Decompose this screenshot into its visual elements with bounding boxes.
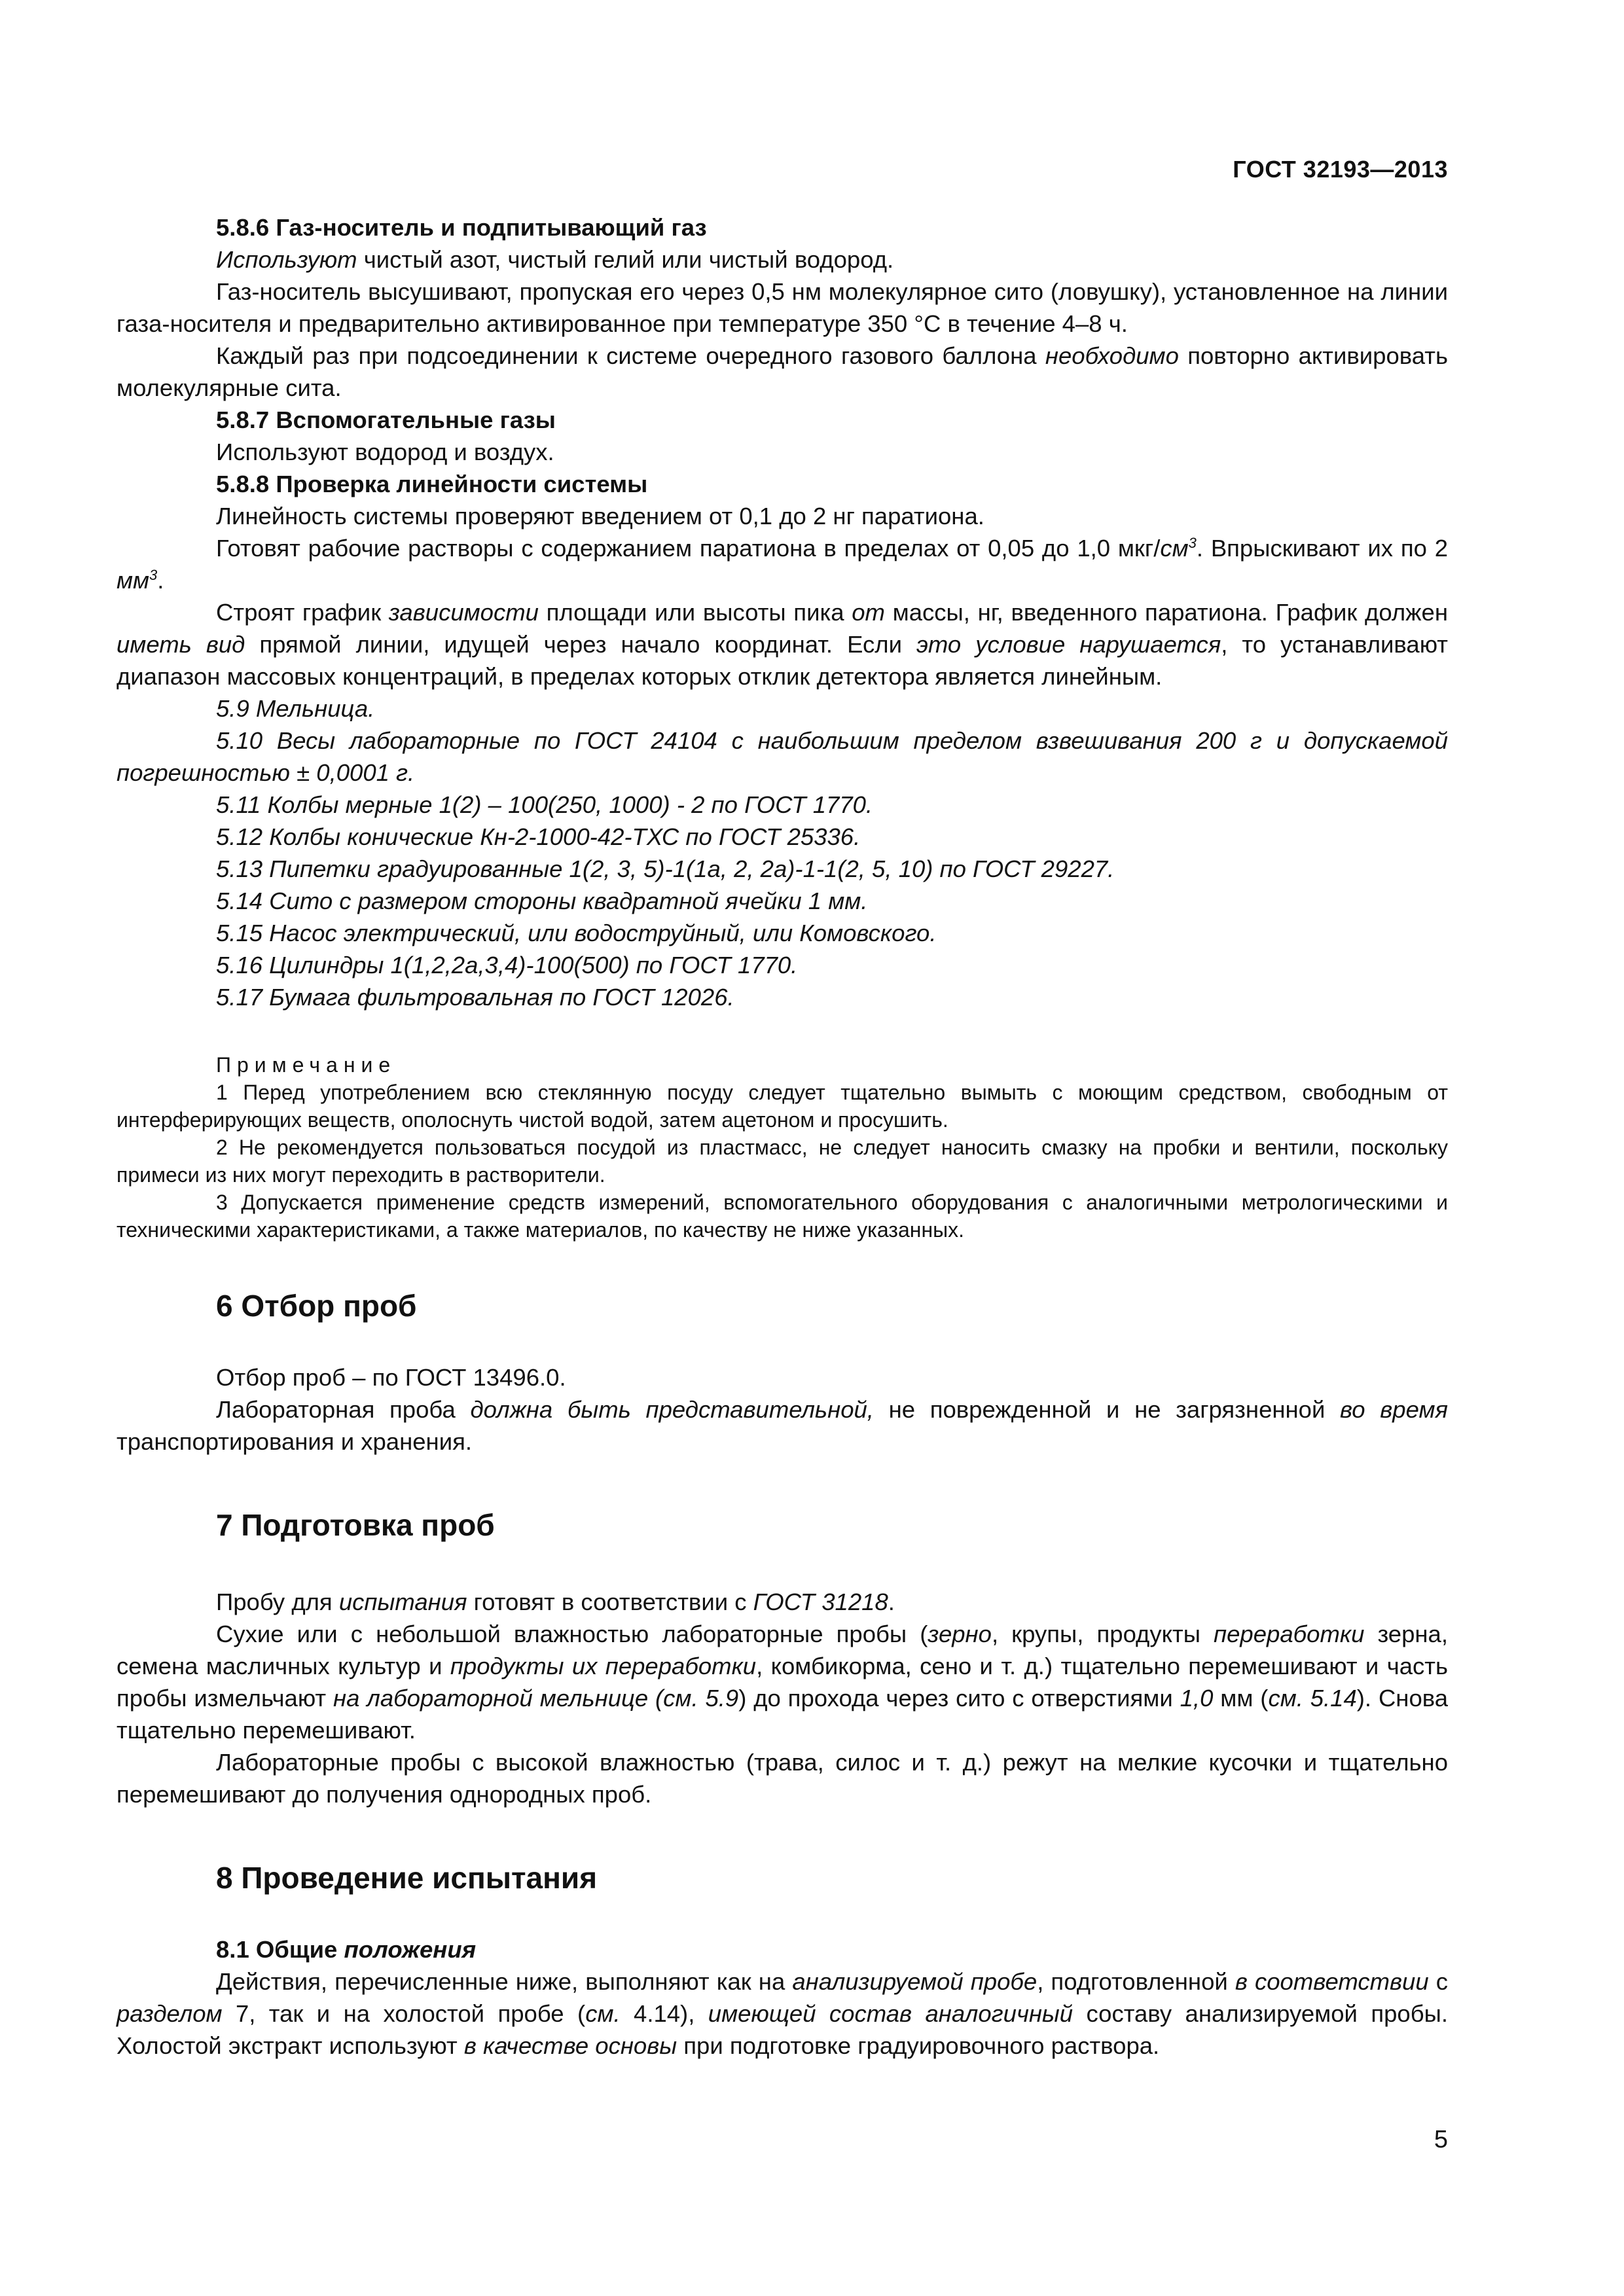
unit: см (1160, 535, 1189, 562)
heading-5-8-7: 5.8.7 Вспомогательные газы (216, 406, 556, 433)
emphasis: на лабораторной мельнице (см. 5.9 (333, 1685, 739, 1712)
text: площади или высоты пика (538, 599, 852, 626)
emphasis: в качестве основы (463, 2032, 677, 2059)
text: составу анализируемой пробы. Холостой экстракт используют (117, 2000, 1448, 2059)
emphasis: зерно (928, 1621, 992, 1647)
unit: мм (117, 567, 150, 594)
text: , крупы, продукты (991, 1621, 1214, 1647)
text: . (157, 567, 164, 594)
list-item: 5.9 Мельница. (216, 695, 375, 722)
paragraph (117, 243, 1448, 276)
text: массы, нг, введенного паратиона. График должен (884, 599, 1448, 626)
text: зерна, семена масличных культур и (117, 1621, 1448, 1679)
list-item: 5.12 Колбы конические Кн-2-1000-42-ТХС по ГОСТ 25336. (216, 823, 861, 850)
emphasis: анализируемой пробе (792, 1968, 1038, 1995)
text: , подготовленной (1037, 1968, 1235, 1995)
emphasis: от (852, 599, 885, 626)
paragraph: Газ-носитель высушивают, пропуская его через 0,5 нм молекулярное сито (ловушку), установленное на линии газа-носителя и предварительно активированное при температуре 350 °С в течение 4–8 ч. (117, 278, 1448, 337)
paragraph (117, 340, 1448, 404)
emphasis: зависимости (388, 599, 539, 626)
emphasis: разделом (117, 2000, 223, 2027)
list-item: 5.13 Пипетки градуированные 1(2, 3, 5)-1(1а, 2, 2а)-1-1(2, 5, 10) по ГОСТ 29227. (216, 855, 1115, 882)
text: прямой линии, идущей через начало координат. Если (245, 631, 916, 658)
emphasis: Используют (216, 246, 357, 273)
list-item: 5.16 Цилиндры 1(1,2,2а,3,4)-100(500) по ГОСТ 1770. (216, 952, 798, 978)
paragraph (117, 532, 1448, 596)
superscript: 3 (1188, 534, 1197, 551)
emphasis: имеющей состав аналогичный (708, 2000, 1074, 2027)
emphasis: необходимо (1045, 342, 1179, 369)
emphasis: испытания (338, 1588, 467, 1615)
note-item: 3 Допускается применение средств измерений, вспомогательного оборудования с аналогичными метрологическими и техническими характеристиками, а также материалов, по качеству не ниже указанных. (117, 1191, 1448, 1242)
text: , комбикорма, сено и т. д.) тщательно перемешивают и часть пробы измельчают (117, 1653, 1448, 1712)
text: транспортирования и хранения. (117, 1428, 473, 1455)
emphasis: во время (1340, 1396, 1448, 1423)
emphasis: 1,0 (1180, 1685, 1214, 1712)
text: Строят график (216, 599, 389, 626)
heading-8-1 (117, 1933, 1448, 1965)
text: готовят в соответствии с (467, 1588, 753, 1615)
emphasis: ГОСТ 31218 (753, 1588, 888, 1615)
text: ) до прохода через сито с отверстиями (738, 1685, 1180, 1712)
paragraph (117, 1586, 1448, 1618)
section-6-heading: 6 Отбор проб (216, 1289, 417, 1323)
list-item: 5.10 Весы лабораторные по ГОСТ 24104 с наибольшим пределом взвешивания 200 г и допускаемой погрешностью ± 0,0001 г. (117, 727, 1448, 786)
heading-5-8-6: 5.8.6 Газ-носитель и подпитывающий газ (216, 214, 707, 241)
paragraph: Отбор проб – по ГОСТ 13496.0. (216, 1364, 566, 1391)
paragraph: Лабораторные пробы с высокой влажностью (трава, силос и т. д.) режут на мелкие кусочки и тщательно перемешивают до получения однородных проб. (117, 1749, 1448, 1808)
text: ). Снова тщательно перемешивают. (117, 1685, 1449, 1744)
text: Каждый раз при подсоединении к системе очередного газового баллона (216, 342, 1045, 369)
paragraph (117, 1393, 1448, 1458)
text: Лабораторная проба (216, 1396, 471, 1423)
list-item: 5.14 Сито с размером стороны квадратной ячейки 1 мм. (216, 888, 868, 914)
standard-header: ГОСТ 32193—2013 (1233, 156, 1448, 183)
emphasis: в соответствии (1235, 1968, 1429, 1995)
text: 8.1 Общие (216, 1936, 344, 1963)
text: Действия, перечисленные ниже, выполняют как на (216, 1968, 793, 1995)
paragraph (117, 596, 1448, 692)
superscript: 3 (149, 566, 158, 583)
document-body (117, 211, 1448, 2062)
emphasis: положения (344, 1936, 477, 1963)
paragraph (117, 1618, 1448, 1746)
list-item: 5.15 Насос электрический, или водоструйный, или Комовского. (216, 920, 937, 946)
text: не поврежденной и не загрязненной (873, 1396, 1341, 1423)
section-7-heading: 7 Подготовка проб (216, 1508, 495, 1542)
paragraph (117, 1965, 1448, 2062)
text: Пробу для (216, 1588, 339, 1615)
text: . (888, 1588, 895, 1615)
text: повторно активировать молекулярные сита. (117, 342, 1448, 401)
text: чистый азот, чистый гелий или чистый водород. (357, 246, 894, 273)
list-item: 5.17 Бумага фильтровальная по ГОСТ 12026. (216, 984, 734, 1011)
emphasis: см. (585, 2000, 621, 2027)
emphasis: иметь вид (117, 631, 245, 658)
paragraph: Линейность системы проверяют введением от 0,1 до 2 нг паратиона. (216, 503, 984, 529)
note-title: Примечание (216, 1053, 397, 1077)
section-8-heading: 8 Проведение испытания (216, 1861, 598, 1895)
emphasis: см. 5.14 (1268, 1685, 1357, 1712)
text: с (1428, 1968, 1448, 1995)
paragraph: Используют водород и воздух. (216, 439, 554, 465)
emphasis: продукты их переработки (450, 1653, 757, 1679)
text: . Впрыскивают их по 2 (1196, 535, 1448, 562)
emphasis: переработки (1214, 1621, 1365, 1647)
emphasis: это условие нарушается (916, 631, 1221, 658)
emphasis: должна быть представительной, (470, 1396, 874, 1423)
text: 4.14), (620, 2000, 708, 2027)
page-number: 5 (1434, 2126, 1448, 2153)
note-item: 2 Не рекомендуется пользоваться посудой из пластмасс, не следует наносить смазку на пробки и вентили, поскольку примеси из них могут переходить в растворители. (117, 1136, 1448, 1187)
text: , то устанавливают диапазон массовых концентраций, в пределах которых отклик детектора является линейным. (117, 631, 1448, 690)
text: Сухие или с небольшой влажностью лабораторные пробы ( (216, 1621, 928, 1647)
note-item: 1 Перед употреблением всю стеклянную посуду следует тщательно вымыть с моющим средством, свободным от интерферирующих веществ, ополоснуть чистой водой, затем ацетоном и просушить. (117, 1081, 1448, 1132)
heading-5-8-8: 5.8.8 Проверка линейности системы (216, 471, 648, 497)
text: мм ( (1213, 1685, 1269, 1712)
list-item: 5.11 Колбы мерные 1(2) – 100(250, 1000) - 2 по ГОСТ 1770. (216, 791, 873, 818)
text: при подготовке градуировочного раствора. (677, 2032, 1160, 2059)
text: Готовят рабочие растворы с содержанием паратиона в пределах от 0,05 до 1,0 мкг/ (216, 535, 1161, 562)
text: 7, так и на холостой пробе ( (222, 2000, 586, 2027)
